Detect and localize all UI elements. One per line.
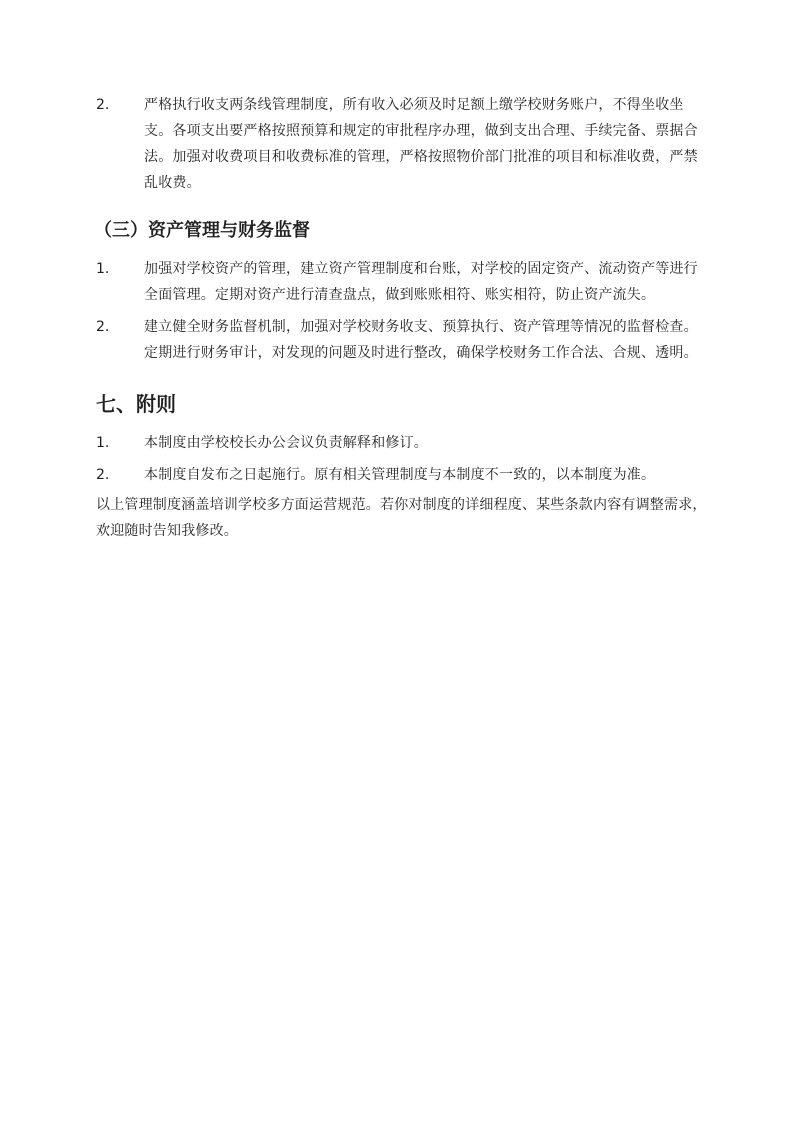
list-item-text: 本制度由学校校长办公会议负责解释和修订。 bbox=[144, 435, 428, 451]
list-item-number: 2. bbox=[96, 319, 110, 335]
document-content bbox=[96, 92, 708, 544]
list-item bbox=[96, 256, 708, 308]
list-item-number: 2. bbox=[96, 97, 110, 113]
list-item bbox=[96, 92, 708, 196]
list-item bbox=[96, 430, 708, 456]
list-item-text: 建立健全财务监督机制，加强对学校财务收支、预算执行、资产管理等情况的监督检查。定期进行财务审计，对发现的问题及时进行整改，确保学校财务工作合法、合规、透明。 bbox=[144, 319, 698, 361]
list-item-text: 加强对学校资产的管理，建立资产管理制度和台账，对学校的固定资产、流动资产等进行全面管理。定期对资产进行清查盘点，做到账账相符、账实相符，防止资产流失。 bbox=[144, 261, 698, 303]
list-item-number: 1. bbox=[96, 435, 110, 451]
list-item-text: 本制度自发布之日起施行。原有相关管理制度与本制度不一致的，以本制度为准。 bbox=[144, 467, 656, 483]
closing-paragraph: 以上管理制度涵盖培训学校多方面运营规范。若你对制度的详细程度、某些条款内容有调整需求，欢迎随时告知我修改。 bbox=[96, 497, 707, 539]
list-item bbox=[96, 462, 708, 488]
chapter-heading-supplementary: 七、附则 bbox=[96, 392, 176, 416]
list-item-number: 2. bbox=[96, 467, 110, 483]
list-item-text: 严格执行收支两条线管理制度，所有收入必须及时足额上缴学校财务账户，不得坐收坐支。各项支出要严格按照预算和规定的审批程序办理，做到支出合理、手续完备、票据合法。加强对收费项目和收费标准的管理，严格按照物价部门批准的项目和标准收费，严禁乱收费。 bbox=[144, 97, 698, 191]
section-heading-asset-management: （三）资产管理与财务监督 bbox=[94, 220, 310, 241]
list-item bbox=[96, 314, 708, 366]
list-item-number: 1. bbox=[96, 261, 110, 277]
